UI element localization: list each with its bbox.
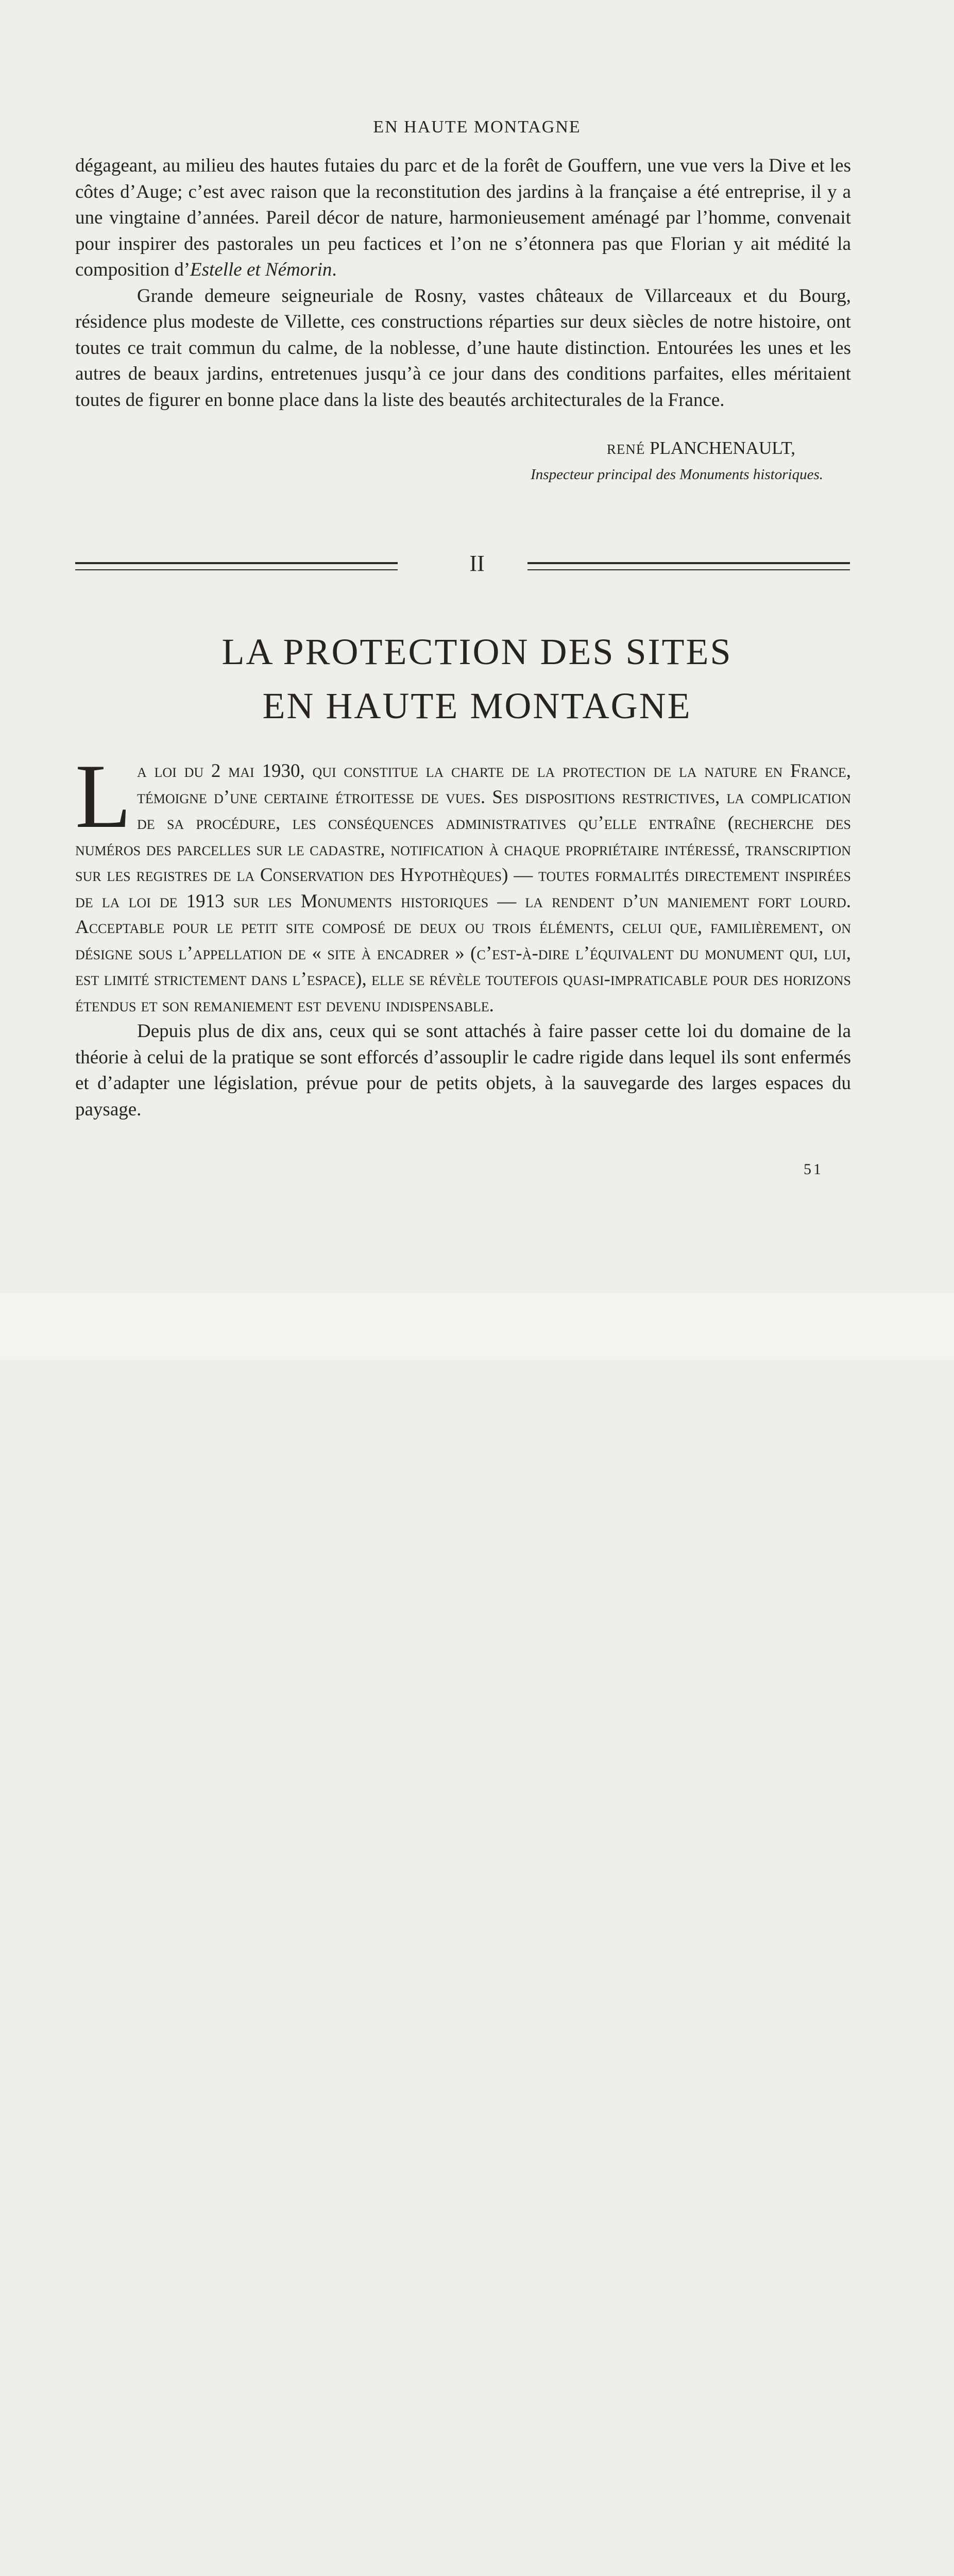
drop-cap: L — [75, 745, 131, 847]
author-name: RENÉ PLANCHENAULT, — [606, 438, 795, 458]
paragraph: Grande demeure seigneuriale de Rosny, vastes châteaux de Villarceaux et du Bourg, résidence plus modeste de Villette, ces constructions réparties sur deux siècles de notre histoire, ont toutes ce trait commun du calme, de la noblesse, d’une haute distinction. Entourées les unes et les autres de beaux jardins, entretenues jusqu’à ce jour dans des conditions parfaites, elles méritaient toutes de figurer en bonne place dans la liste des beautés architecturales de la France. — [75, 285, 851, 411]
paragraph: dégageant, au milieu des hautes futaies du parc et de la forêt de Gouffern, une vue vers la Dive et les côtes d’Auge; c’est avec raison que la reconstitution des jardins à la française a été entreprise, il y a une vingtaine d’années. Pareil décor de nature, harmonieusement aménagé par l’homme, convenait pour inspirer des pastorales un peu factices et l’on ne s’étonnera pas que Florian y ait médité la composition d’Estelle et Némorin. — [75, 155, 851, 280]
section-number: II — [469, 551, 485, 576]
divider-right — [527, 562, 850, 570]
author-title: Inspecteur principal des Monuments historiques. — [531, 466, 823, 483]
running-head: EN HAUTE MONTAGNE — [373, 117, 581, 137]
title-line: EN HAUTE MONTAGNE — [262, 685, 692, 726]
article-title — [0, 625, 954, 733]
page-number: 51 — [804, 1161, 823, 1178]
text-block-part1 — [75, 153, 851, 413]
footer-bar — [0, 1293, 954, 1360]
italic-title: Estelle et Némorin — [190, 259, 332, 280]
paragraph: Depuis plus de dix ans, ceux qui se sont attachés à faire passer cette loi du domaine de la théorie à celui de la pratique se sont efforcés d’assouplir le cadre rigide dans lequel ils sont enfermés et d’adapter une législation, prévue pour de petits objets, à la sauvegarde des larges espaces du paysage. — [75, 1021, 851, 1120]
paragraph: a loi du 2 mai 1930, qui constitue la charte de la protection de la nature en France, témoigne d’une certaine étroitesse de vues. Ses dispositions restrictives, la complication de sa procédure, les conséquences administratives qu’elle entraîne (recherche des numéros des parcelles sur le cadastre, notification à chaque propriétaire intéressé, transcription sur les registres de la Conservation des Hypothèques) — toutes formalités directement inspirées de la loi de 1913 sur les Monuments historiques — la rendent d’un maniement fort lourd. Acceptable pour le petit site composé de deux ou trois éléments, celui que, familièrement, on désigne sous l’appellation de « site à encadrer » (c’est-à-dire l’équivalent du monument qui, lui, est limité strictement dans l’espace), elle se révèle toutefois quasi-impraticable pour des horizons étendus et son remaniement est devenu indispensable. — [75, 760, 851, 1016]
title-line: LA PROTECTION DES SITES — [222, 631, 732, 672]
text-block-part2 — [75, 745, 851, 1123]
